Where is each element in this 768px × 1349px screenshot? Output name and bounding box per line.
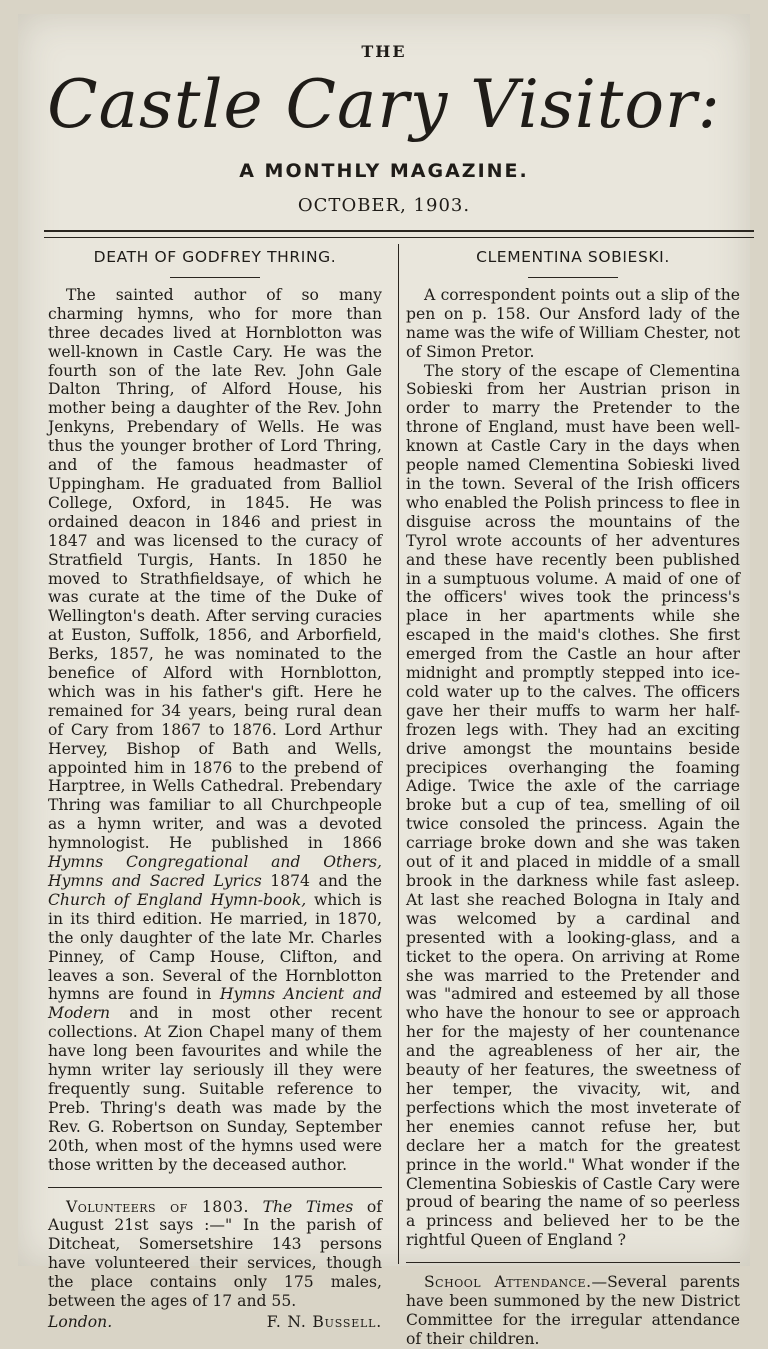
- volunteers-signature-row: [48, 1313, 382, 1332]
- masthead: [18, 14, 750, 232]
- thring-text-3: and in most other recent collections. At Zion Chapel many of them have long been favourites and while the hymn writer lay seriously ill they were frequently sung. Suitable reference to Preb. Thring's death was made by the Rev. G. Robertson on Sunday, September 20th, when most of the hymns used were those written by the deceased author.: [48, 1004, 382, 1174]
- issue-date: OCTOBER, 1903.: [297, 195, 471, 216]
- heading-rule: [528, 277, 618, 278]
- thring-article-body: [48, 286, 382, 1175]
- magazine-title: Castle Cary Visitor:: [47, 66, 721, 143]
- signature-author: F. N. Bussell.: [266, 1312, 382, 1331]
- masthead-double-rule: [44, 230, 754, 238]
- thring-title-hymns-ancient-modern: Hymns Ancient and Modern: [48, 985, 382, 1023]
- sobieski-article-heading: CLEMENTINA SOBIESKI.: [476, 248, 670, 266]
- signature-place: London.: [48, 1312, 113, 1331]
- volunteers-lead: Volunteers of 1803.: [66, 1197, 250, 1216]
- masthead-the: THE: [361, 42, 407, 61]
- volunteers-times-title: The Times: [262, 1197, 354, 1216]
- thring-title-church-hymn-book: Church of England Hymn-book,: [48, 890, 307, 909]
- sobieski-paragraph-2: The story of the escape of Clementina Sobieski from her Austrian prison in order to marry the Pretender to the throne of England, must have been well-known at Castle Cary in the days when people named Clementina Sobieski lived in the town. Several of the Irish officers who enabled the Polish princess to flee in disguise across the mountains of the Tyrol wrote accounts of her adventures and these have recently been published in a sumptuous volume. A maid of one of the officers' wives took the princess's place in her apartments while she escaped in the maid's clothes. She first emerged from the Castle an hour after midnight and promptly stepped into ice-cold water up to the calves. The officers gave her their muffs to warm her half-frozen legs with. They had an exciting drive amongst the mountains beside precipices overhanging the foaming Adige. Twice the axle of the carriage broke but a cup of tea, smelling of oil twice consoled the princess. Again the carriage broke down and she was taken out of it and placed in middle of a small brook in the darkness while fast asleep. At last she reached Bologna in Italy and was welcomed by a cardinal and presented with a looking-glass, and a ticket to the opera. On arriving at Rome she was married to the Pretender and was "admired and esteemed by all those who have the honour to see or approach her for the majesty of her countenance and the agreableness of her air, the beauty of her features, the sweetness of her temper, the vivacity, wit, and perfections which the most inveterate of her enemies cannot refuse her, but declare her a match for the greatest prince in the world." What wonder if the Clementina Sobieskis of Castle Cary were proud of bearing the name of so peerless a princess and believed her to be the rightful Queen of England ?: [406, 361, 740, 1250]
- column-divider: [398, 244, 399, 1264]
- section-rule: [48, 1187, 382, 1188]
- volunteers-note: [48, 1198, 382, 1311]
- sobieski-paragraph-1: A correspondent points out a slip of the pen on p. 158. Our Ansford lady of the name was the wife of William Chester, not of Simon Pretor.: [406, 285, 740, 361]
- volunteers-text: of August 21st says :—" In the parish of Ditcheat, Somersetshire 143 persons have volunteered their services, though the place contains only 175 males, between the ages of 17 and 55.: [48, 1197, 382, 1311]
- thring-text-a: The sainted author of so many charming hymns, who for more than three decades lived at Hornblotton was well-known in Castle Cary. He was the fourth son of the late Rev. John Gale Dalton Thring, of Alford House, his mother being a daughter of the Rev. John Jenkyns, Prebendary of Wells. He was thus the younger brother of Lord Thring, and of the famous headmaster of Uppingham. He graduated from Balliol College, Oxford, in 1845. He was ordained deacon in 1846 and priest in 1847 and was licensed to the curacy of Stratfield Turgis, Hants. In 1850 he moved to Strathfieldsaye, of which he was curate at the time of the Duke of Wellington's death. After serving curacies at Euston, Suffolk, 1856, and Arborfield, Berks, 1857, he was nominated to the benefice of Alford with Hornblotton, which was in his father's gift. Here he remained for 34 years, being rural dean of Cary from 1867 to 1876. Lord Arthur Hervey, Bishop of Bath and Wells, appointed him in 1876 to the prebend of Harptree, in Wells Cathedral. Prebendary Thring was familiar to all Churchpeople as a hymn writer, and was a devoted hymnologist. He published in 1866: [48, 285, 382, 853]
- magazine-subtitle: A MONTHLY MAGAZINE.: [239, 160, 529, 182]
- thring-text-1: 1874 and the: [270, 872, 382, 890]
- school-attendance-lead: School Attendance.: [424, 1273, 592, 1292]
- right-column: [406, 244, 740, 1349]
- section-rule: [406, 1262, 740, 1263]
- thring-title-hymns-congregational: Hymns Congregational and Others, Hymns and Sacred Lyrics: [48, 853, 382, 890]
- school-attendance-text: —Several parents have been summoned by the new District Committee for the irregular attendance of their children.: [406, 1273, 740, 1348]
- magazine-page: [18, 14, 750, 1348]
- school-attendance-note: [406, 1273, 740, 1349]
- heading-rule: [170, 277, 260, 278]
- thring-text-2: which is in its third edition. He married, in 1870, the only daughter of the late Mr. Charles Pinney, of Camp House, Clifton, and leaves a son. Several of the Hornblotton hymns are found in: [48, 890, 382, 1004]
- thring-article-heading: DEATH OF GODFREY THRING.: [93, 248, 337, 266]
- left-column: [48, 244, 382, 1332]
